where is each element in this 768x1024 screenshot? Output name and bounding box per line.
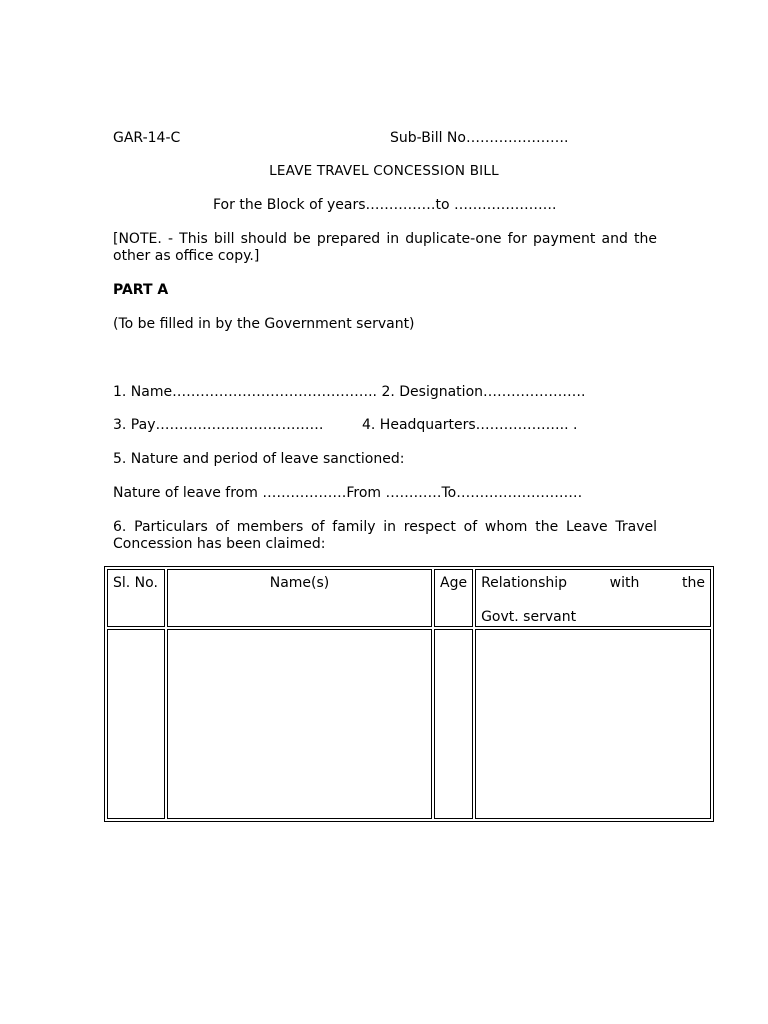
sub-bill-number: Sub-Bill No………………….: [390, 130, 569, 146]
part-a-subtitle: (To be filled in by the Government servant): [113, 316, 415, 332]
name-designation-line: 1. Name…………………………………….. 2. Designation………………….: [113, 384, 586, 400]
note-paragraph: [NOTE. - This bill should be prepared in duplicate-one for payment and the other as office copy.]: [113, 231, 657, 264]
cell-sl-no[interactable]: [107, 629, 165, 819]
cell-age[interactable]: [434, 629, 473, 819]
header-relationship-line2: Govt. servant: [481, 609, 577, 625]
cell-relationship[interactable]: [475, 629, 711, 819]
header-names: Name(s): [167, 569, 432, 627]
header-age: Age: [434, 569, 473, 627]
family-members-table: [104, 566, 714, 822]
pay-line: 3. Pay………………………………: [113, 417, 324, 433]
table-row: [107, 629, 711, 819]
form-code: GAR-14-C: [113, 130, 181, 146]
headquarters-line: 4. Headquarters……………….. .: [362, 417, 578, 433]
header-relationship-line1: Relationship with the: [481, 575, 705, 591]
table-header-row: [107, 569, 711, 627]
part-a-heading: PART A: [113, 282, 169, 298]
header-relationship: [475, 569, 711, 627]
header-sl-no: Sl. No.: [107, 569, 165, 627]
cell-names[interactable]: [167, 629, 432, 819]
family-particulars-paragraph: 6. Particulars of members of family in respect of whom the Leave Travel Concession has been claimed:: [113, 519, 657, 552]
document-title: LEAVE TRAVEL CONCESSION BILL: [269, 163, 499, 179]
leave-from-to-line: Nature of leave from ………………From …………To………………………: [113, 485, 583, 501]
leave-nature-period: 5. Nature and period of leave sanctioned:: [113, 451, 405, 467]
block-of-years: For the Block of years……………to ………………….: [213, 197, 557, 213]
